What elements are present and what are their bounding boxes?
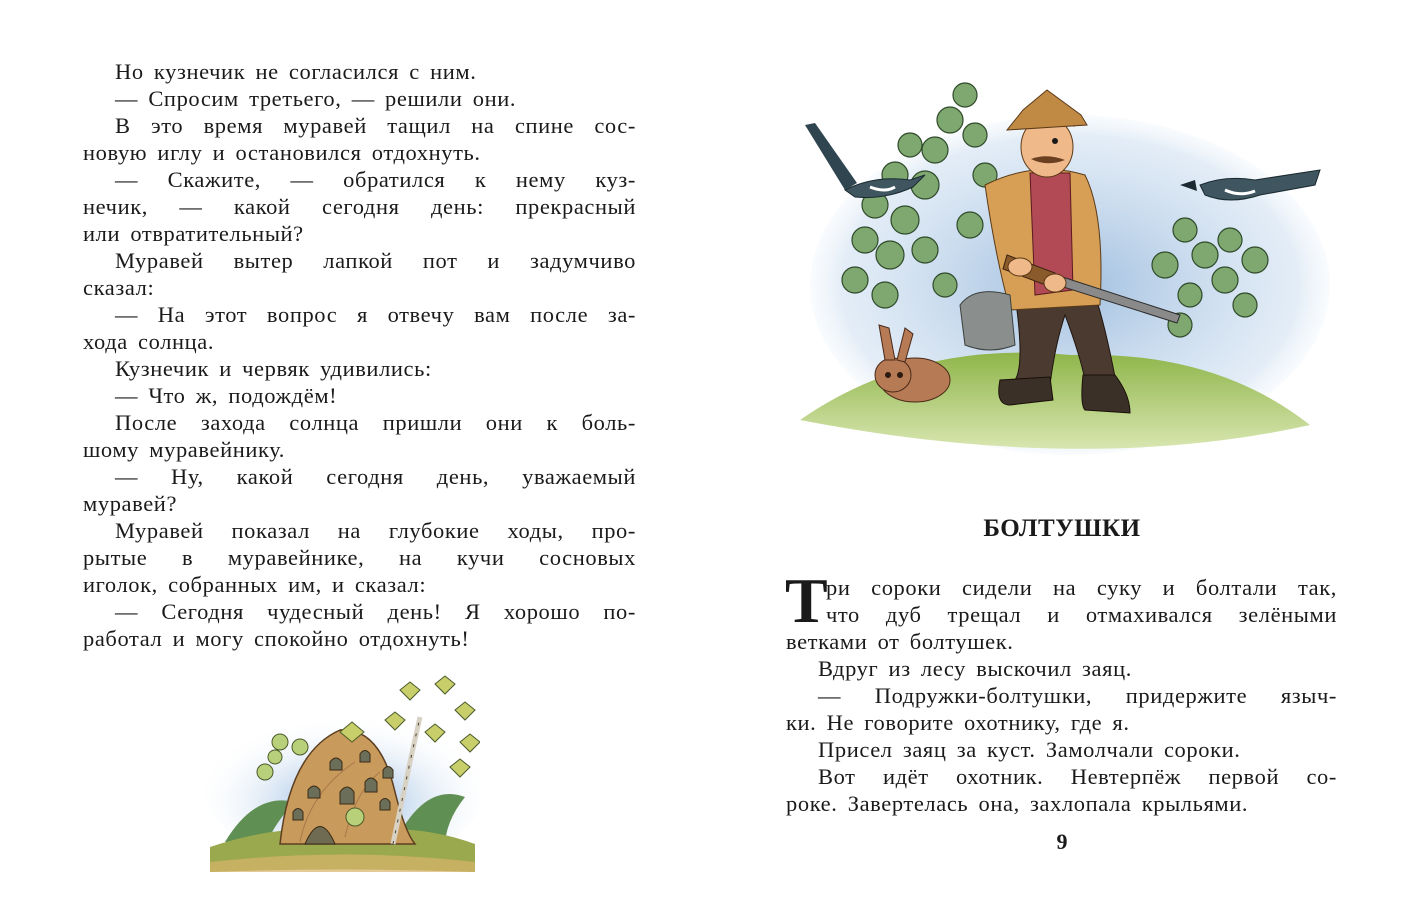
text-line: Муравей показал на глубокие ходы, про- bbox=[115, 518, 636, 543]
text-line: или отвратительный? bbox=[83, 221, 304, 246]
text-line: Муравей вытер лапкой пот и задумчиво bbox=[115, 248, 636, 273]
text-line: роке. Завертелась она, захлопала крыльями. bbox=[786, 791, 1249, 816]
anthill-illustration bbox=[205, 672, 480, 872]
text-line: ри сороки сидели на суку и болтали так, bbox=[826, 575, 1337, 600]
page-number: 9 bbox=[1056, 829, 1068, 854]
drop-cap: Т bbox=[785, 565, 828, 636]
text-line: После захода солнца пришли они к боль- bbox=[115, 410, 636, 435]
right-page: БОЛТУШКИ Т ри сороки сидели на суку и болтали так, что дуб трещал и отмахивался зелёными ветками от болтушек. Вдруг из лесу выскочил заяц. — Подружки-болтушки, придержите языч- ки. Не говорите охотнику, где я. Присел заяц за куст. Замолчали сороки. Вот идёт охотник. Невтерпёж первой со- роке. Завертелась она, захлопала крыльями. 9 bbox=[710, 0, 1421, 921]
text-line: нечик, — какой сегодня день: прекрасный bbox=[83, 194, 636, 219]
text-line: работал и могу спокойно отдохнуть! bbox=[83, 626, 470, 651]
text-line: муравей? bbox=[83, 491, 178, 516]
text-line: — Что ж, подождём! bbox=[115, 383, 338, 408]
text-line: — Подружки-болтушки, придержите языч- bbox=[818, 683, 1337, 708]
text-line: — Ну, какой сегодня день, уважаемый bbox=[115, 464, 636, 489]
left-page-text bbox=[83, 58, 636, 652]
text-line: рытые в муравейнике, на кучи сосновых bbox=[83, 545, 636, 570]
text-line: сказал: bbox=[83, 275, 155, 300]
text-line: ветками от болтушек. bbox=[786, 629, 1014, 654]
text-line: — Спросим третьего, — решили они. bbox=[115, 86, 517, 111]
text-line: хода солнца. bbox=[83, 329, 215, 354]
text-line: — На этот вопрос я отвечу вам после за- bbox=[115, 302, 636, 327]
text-line: что дуб трещал и отмахивался зелёными bbox=[826, 602, 1337, 627]
text-line: иголок, собранных им, и сказал: bbox=[83, 572, 427, 597]
text-line: ки. Не говорите охотнику, где я. bbox=[786, 710, 1130, 735]
text-line: Вот идёт охотник. Невтерпёж первой со- bbox=[818, 764, 1337, 789]
text-line: — Сегодня чудесный день! Я хорошо по- bbox=[115, 599, 636, 624]
text-line: шому муравейнику. bbox=[83, 437, 286, 462]
text-line: Вдруг из лесу выскочил заяц. bbox=[818, 656, 1132, 681]
left-page bbox=[0, 0, 710, 921]
text-line: В это время муравей тащил на спине сос- bbox=[115, 113, 636, 138]
text-line: Но кузнечик не согласился с ним. bbox=[115, 59, 477, 84]
text-line: новую иглу и остановился отдохнуть. bbox=[83, 140, 481, 165]
text-line: Присел заяц за куст. Замолчали сороки. bbox=[818, 737, 1241, 762]
hunter-illustration bbox=[785, 55, 1365, 475]
text-line: — Скажите, — обратился к нему куз- bbox=[115, 167, 636, 192]
text-line: Кузнечик и червяк удивились: bbox=[115, 356, 432, 381]
right-page-text bbox=[785, 565, 1337, 817]
